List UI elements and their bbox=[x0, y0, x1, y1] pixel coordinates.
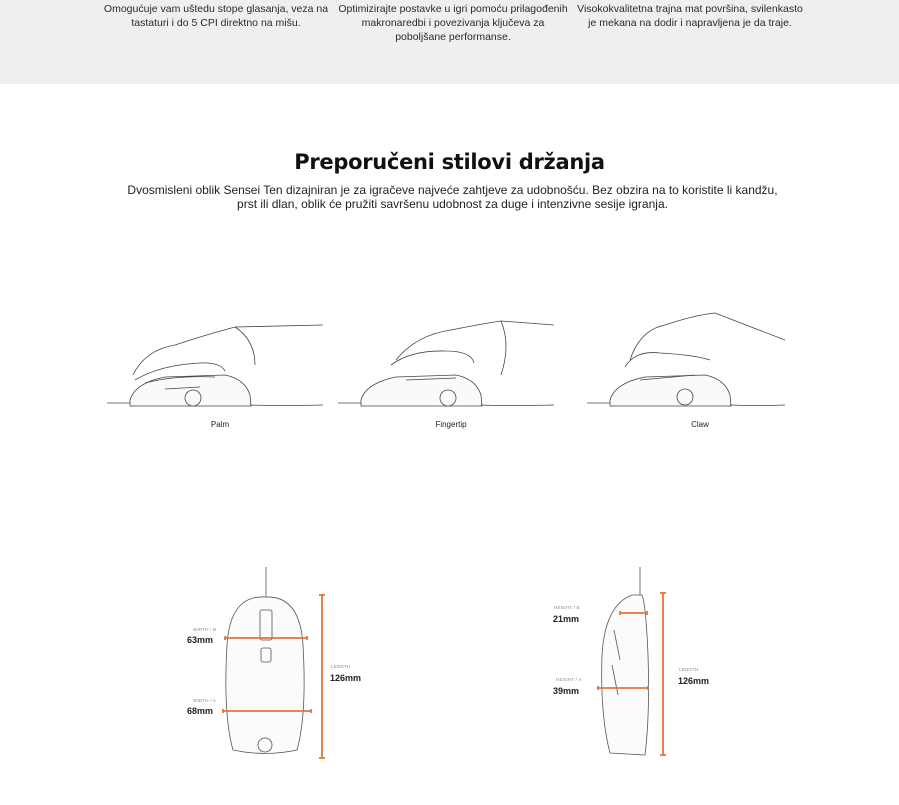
grip-section-title: Preporučeni stilovi držanja bbox=[294, 150, 605, 174]
side-height-a-label: HEIGHT / A bbox=[556, 677, 582, 682]
side-height-a-value: 39mm bbox=[553, 686, 580, 696]
top-width-b-value: 63mm bbox=[187, 635, 214, 645]
grip-section-description: Dvosmisleni oblik Sensei Ten dizajniran je za igračeve najveće zahtjeve za udobnošću. Bez obzira na to koristite li kandžu, prst ili dlan, oblik će pružiti savršenu udobnost za duge i intenzivne sesije igranja. bbox=[127, 183, 778, 211]
fingertip-grip-illustration-icon bbox=[336, 305, 566, 415]
feature-text-surface: Visokokvalitetna trajna mat površina, svilenkasto je mekana na dodir i napravljena je da traje. bbox=[577, 3, 803, 29]
top-width-a-value: 68mm bbox=[187, 706, 214, 716]
feature-text-macros: Optimizirajte postavke u igri pomoću prilagođenih makronaredbi i povezivanja ključeva za poboljšane performanse. bbox=[338, 3, 568, 43]
side-height-b-value: 21mm bbox=[553, 614, 580, 624]
top-length-value: 126mm bbox=[330, 673, 362, 683]
top-length-label: LENGTH bbox=[331, 664, 351, 669]
claw-grip-illustration-icon bbox=[585, 305, 815, 415]
grip-label-fingertip: Fingertip bbox=[435, 420, 467, 429]
top-width-b-label: WIDTH / B bbox=[193, 627, 217, 632]
side-height-b-label: HEIGHT / B bbox=[554, 605, 580, 610]
grip-claw bbox=[585, 305, 815, 435]
palm-grip-illustration-icon bbox=[105, 305, 335, 415]
top-width-a-label: WIDTH / A bbox=[193, 698, 217, 703]
mouse-top-view-diagram-icon bbox=[215, 565, 335, 765]
grip-palm bbox=[105, 305, 335, 435]
grip-fingertip bbox=[336, 305, 566, 435]
mouse-side-view-diagram-icon bbox=[590, 565, 680, 765]
feature-text-cpi: Omogućuje vam uštedu stope glasanja, veza na tastaturi i do 5 CPI direktno na mišu. bbox=[103, 3, 329, 29]
side-length-value: 126mm bbox=[678, 676, 710, 686]
features-band bbox=[0, 0, 899, 84]
grip-label-palm: Palm bbox=[210, 420, 230, 429]
grip-label-claw: Claw bbox=[691, 420, 709, 429]
side-length-label: LENGTH bbox=[679, 667, 699, 672]
